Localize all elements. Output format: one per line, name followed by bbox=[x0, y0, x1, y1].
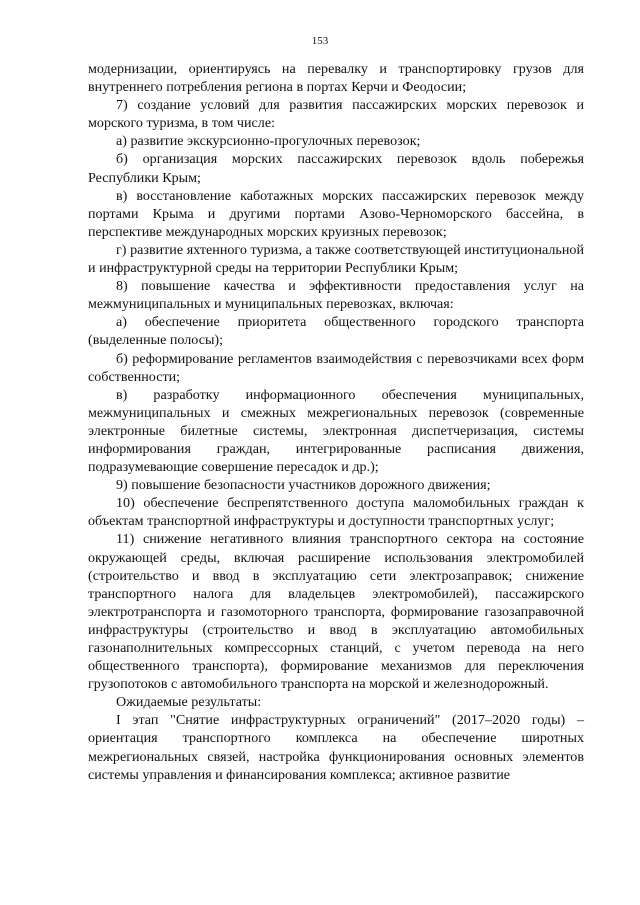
body-text bbox=[88, 60, 584, 784]
paragraph: 10) обеспечение беспрепятственного доступа маломобильных граждан к объектам транспортной инфраструктуры и доступности транспортных услуг; bbox=[88, 495, 584, 530]
page-number: 153 bbox=[311, 35, 329, 47]
paragraph: а) обеспечение приоритета общественного городского транспорта (выделенные полосы); bbox=[88, 314, 584, 349]
paragraph: г) развитие яхтенного туризма, а также соответствующей институциональной и инфраструктурной среды на территории Республики Крым; bbox=[88, 241, 584, 277]
paragraph: модернизации, ориентируясь на перевалку и транспортировку грузов для внутреннего потребления региона в портах Керчи и Феодосии; bbox=[88, 61, 584, 96]
paragraph: I этап "Снятие инфраструктурных ограничений" (2017–2020 годы) – ориентация транспортного комплекса на обеспечение широтных межрегиональных связей, настройка функционирования основных элементов системы управления и финансирования комплекса; активное развитие bbox=[88, 712, 584, 783]
paragraph: б) организация морских пассажирских перевозок вдоль побережья Республики Крым; bbox=[88, 151, 584, 186]
paragraph: б) реформирование регламентов взаимодействия с перевозчиками всех форм собственности; bbox=[88, 350, 584, 385]
paragraph: в) разработку информационного обеспечения муниципальных, межмуниципальных и смежных межрегиональных перевозок (современные электронные билетные системы, электронная диспетчеризация, системы информирования граждан, интегрированные расписания движения, подразумевающие совершение пересадок и др.); bbox=[88, 386, 584, 476]
paragraph: в) восстановление каботажных морских пассажирских перевозок между портами Крыма и другими портами Азово-Черноморского бассейна, в перспективе международных морских круизных перевозок; bbox=[88, 187, 584, 240]
paragraph: а) развитие экскурсионно-прогулочных перевозок; bbox=[116, 133, 421, 150]
paragraph: 7) создание условий для развития пассажирских морских перевозок и морского туризма, в том числе: bbox=[88, 97, 584, 132]
paragraph: 11) снижение негативного влияния транспортного сектора на состояние окружающей среды, включая расширение использования электромобилей (строительство и ввод в эксплуатацию сети электрозаправок; снижение транспортного налога для владельцев электромобилей), пассажирского электротранспорта и газомоторного транспорта, формирование газозаправочной инфраструктуры (строительство и ввод в эксплуатацию автомобильных газонаполнительных компрессорных станций, с учетом перевода на него общественного транспорта), формирование механизмов для переключения грузопотоков с автомобильного транспорта на морской и железнодорожный. bbox=[88, 531, 584, 693]
paragraph: Ожидаемые результаты: bbox=[116, 694, 262, 711]
paragraph: 8) повышение качества и эффективности предоставления услуг на межмуниципальных и муниципальных перевозках, включая: bbox=[88, 278, 584, 313]
paragraph: 9) повышение безопасности участников дорожного движения; bbox=[116, 477, 491, 494]
